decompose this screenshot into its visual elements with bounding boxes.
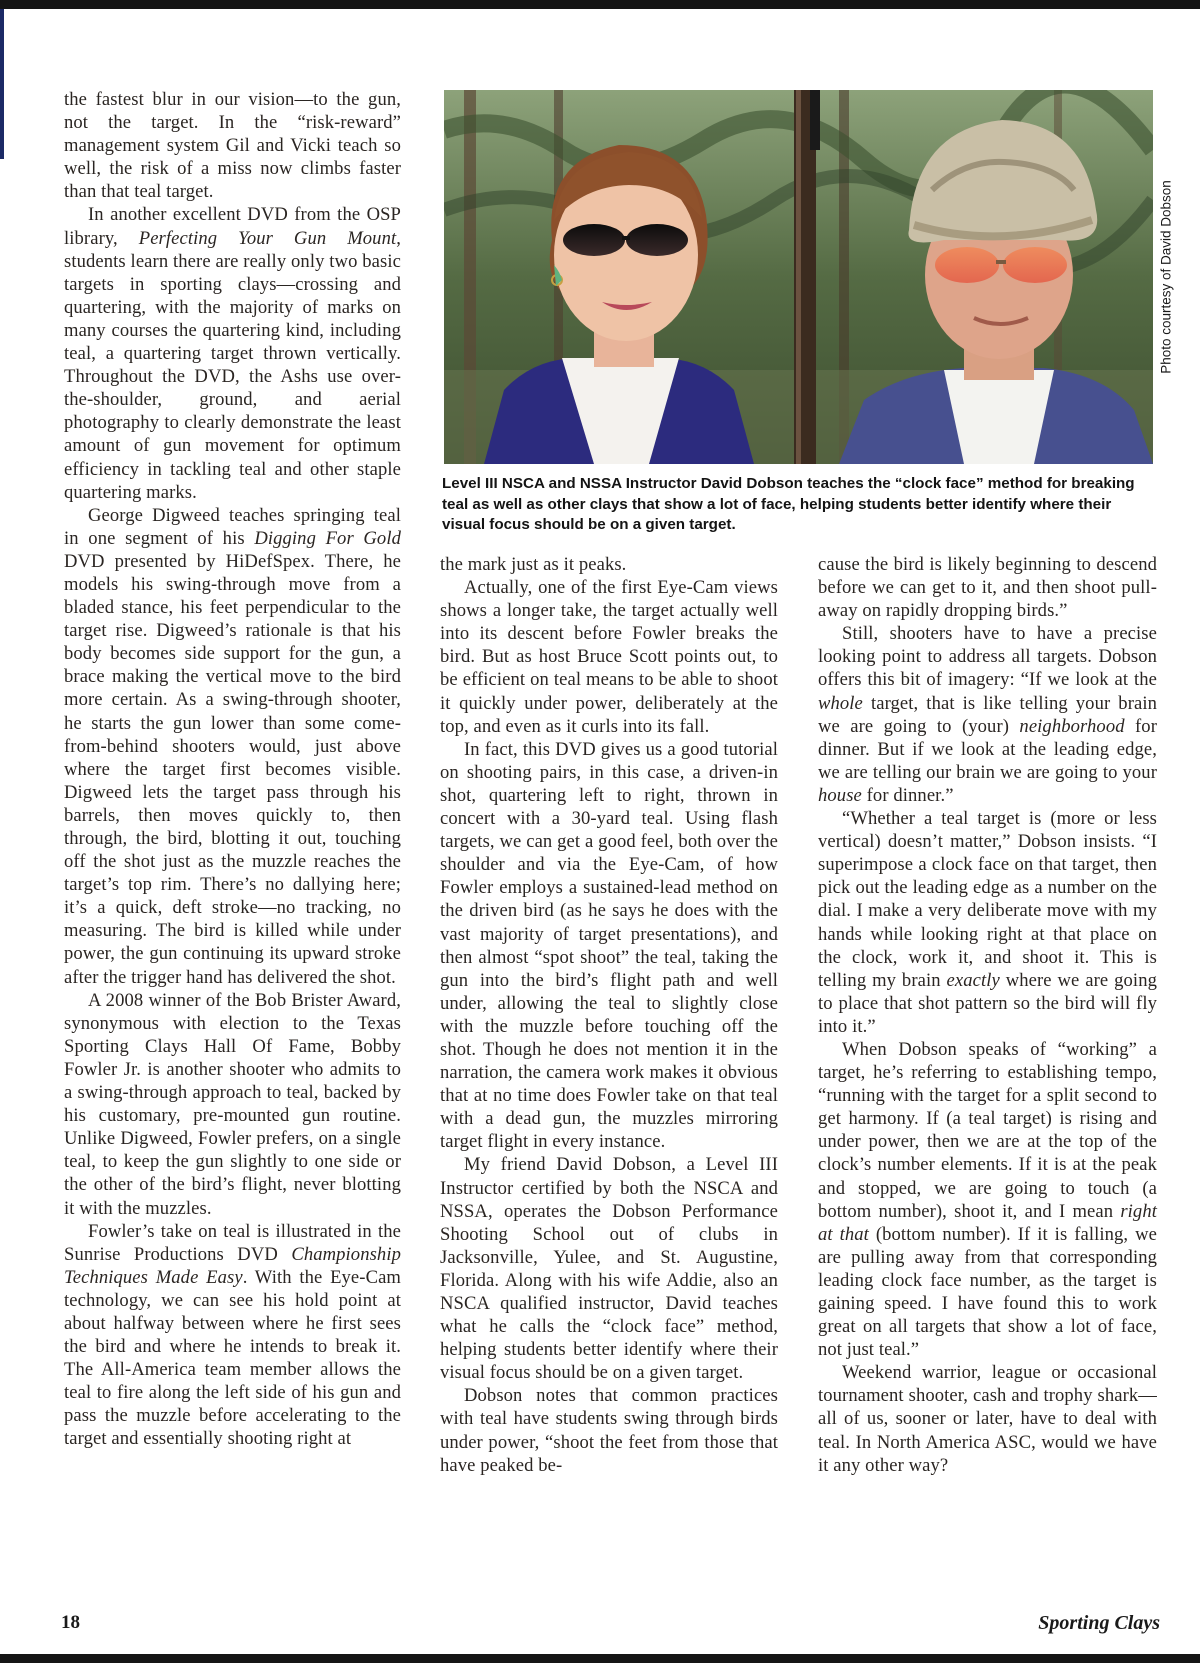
paragraph bbox=[818, 807, 1157, 1038]
text-run: Actually, one of the first Eye-Cam views shows a longer take, the target actually well into its descent before Fowler breaks the bird. But as host Bruce Scott points out, to be efficient on teal means to be able to shoot it quickly under power, deliberately at the top, and even as it curls into its fall. bbox=[440, 577, 778, 737]
paragraph bbox=[440, 1153, 778, 1384]
text-run: When Dobson speaks of “working” a target, he’s referring to establishing tempo, “running with the target for a split second to get harmony. If (a teal target) is rising and under power, then we are at the top of the clock’s number elements. If it is at the peak and stopped, we are going to touch (a bottom number), shoot it, and I mean bbox=[818, 1038, 1157, 1222]
paragraph bbox=[818, 622, 1157, 807]
italic-title: exactly bbox=[946, 969, 1000, 991]
text-run: In another excellent DVD from the OSP library, bbox=[64, 204, 401, 249]
italic-title: neighborhood bbox=[1019, 715, 1125, 737]
text-run: My friend David Dobson, a Level III Instructor certified by both the NSCA and NSSA, operates the Dobson Performance Shooting School out of clubs in Jacksonville, Yulee, and St. Augustine, Florida. Along with his wife Addie, also an NSCA qualified instructor, David teaches what he calls the “clock face” method, helping students better identify where their visual focus should be on a given target. bbox=[440, 1154, 778, 1384]
photo-caption: Level III NSCA and NSSA Instructor David Dobson teaches the “clock face” method for breaking teal as well as other clays that show a lot of face, helping students better identify where their visual focus should be on a given target. bbox=[442, 475, 1135, 534]
paragraph bbox=[818, 553, 1157, 622]
italic-title: Perfecting Your Gun Mount bbox=[138, 227, 397, 249]
italic-title: Championship Techniques Made Easy bbox=[64, 1243, 401, 1288]
text-run: the fastest blur in our vision—to the gun, not the target. In the “risk-reward” management system Gil and Vicki teach so well, the risk of a miss now climbs faster than that teal target. bbox=[64, 89, 401, 203]
text-run: target, that is like telling your brain we are going to (your) bbox=[818, 692, 1157, 737]
paragraph bbox=[64, 88, 401, 203]
text-run: , students learn there are really only two basic targets in sporting clays—crossing and quartering, with the majority of marks on many courses the quartering kind, including teal, a quartering target thrown vertically. Throughout the DVD, the Ashs use over-the-shoulder, ground, and aerial photography to clearly demonstrate the least amount of gun movement for optimum efficiency in tackling teal and other staple quartering marks. bbox=[64, 227, 401, 503]
dobson-photo-illustration bbox=[444, 90, 1153, 464]
text-run: George Digweed teaches springing teal in one segment of his bbox=[64, 504, 401, 549]
page-number: 18 bbox=[61, 1612, 80, 1633]
italic-title: Digging For Gold bbox=[254, 527, 401, 549]
paragraph bbox=[818, 1038, 1157, 1361]
paragraph bbox=[64, 1220, 401, 1451]
article-column-1 bbox=[64, 88, 401, 1451]
italic-title: house bbox=[818, 784, 862, 806]
paragraph bbox=[440, 1384, 778, 1476]
text-run: Fowler’s take on teal is illustrated in the Sunrise Productions DVD bbox=[64, 1220, 401, 1265]
text-run: for dinner.” bbox=[861, 784, 954, 806]
paragraph bbox=[64, 504, 401, 989]
text-run: cause the bird is likely beginning to descend before we can get to it, and then shoot pull-away on rapidly dropping birds.” bbox=[818, 554, 1157, 622]
text-run: Dobson notes that common practices with teal have students swing through birds under power, “shoot the feet from those that have peaked be- bbox=[440, 1385, 778, 1476]
paragraph bbox=[64, 989, 401, 1220]
dobson-photo bbox=[444, 90, 1153, 464]
text-run: for dinner. But if we look at the leading edge, we are telling our brain we are going to your bbox=[818, 715, 1157, 783]
text-run: DVD presented by HiDefSpex. There, he models his swing-through move from a bladed stance, his feet perpendicular to the target rise. Digweed’s rationale is that his body becomes side support for the gun, a brace making the vertical move to the bird more certain. As a swing-through shooter, he starts the gun lower than some come-from-behind shooters would, just above where the target first becomes visible. Digweed lets the target pass through his barrels, then moves quickly to, then through, the bird, blotting it out, touching off the shot just as the muzzle reaches the target’s top rim. There’s no dallying here; it’s a quick, deft stroke—no tracking, no measuring. The bird is killed while under power, the gun continuing its upward stroke after the trigger hand has delivered the shot. bbox=[64, 550, 401, 988]
photo-credit: Photo courtesy of David Dobson bbox=[1158, 180, 1174, 374]
text-run: Still, shooters have to have a precise looking point to address all targets. Dobson offers this bit of imagery: “If we look at the bbox=[818, 623, 1157, 691]
paragraph bbox=[440, 576, 778, 738]
text-run: where we are going to place that shot pattern so the bird will fly into it.” bbox=[818, 969, 1157, 1037]
article-column-3 bbox=[818, 553, 1157, 1477]
scan-border-top bbox=[0, 0, 1200, 9]
text-run: “Whether a teal target is (more or less vertical) doesn’t matter,” Dobson insists. “I superimpose a clock face on that target, then pick out the leading edge as a number on the dial. I make a very deliberate move with my hands while looking right at that place on the clock, work it, and shoot it. This is telling my brain bbox=[818, 808, 1157, 991]
paragraph bbox=[440, 738, 778, 1154]
italic-title: whole bbox=[818, 692, 863, 714]
text-run: the mark just as it peaks. bbox=[440, 554, 627, 575]
text-run: (bottom number). If it is falling, we are pulling away from that corresponding leading clock face number, as the target is gaining speed. I have found this to work great on all targets that show a lot of face, not just teal.” bbox=[818, 1223, 1157, 1361]
paragraph bbox=[440, 553, 778, 576]
paragraph bbox=[64, 203, 401, 503]
article-column-2 bbox=[440, 553, 778, 1477]
text-run: Weekend warrior, league or occasional tournament shooter, cash and trophy shark—all of us, sooner or later, have to deal with teal. In North America ASC, would we have it any other way? bbox=[818, 1362, 1157, 1476]
text-run: A 2008 winner of the Bob Brister Award, synonymous with election to the Texas Sporting Clays Hall Of Fame, Bobby Fowler Jr. is another shooter who admits to a swing-through approach to teal, backed by his customary, pre-mounted gun routine. Unlike Digweed, Fowler prefers, on a single teal, to keep the gun slightly to one side or the other of the bird’s flight, never blotting it with the muzzles. bbox=[64, 989, 401, 1219]
paragraph bbox=[818, 1361, 1157, 1476]
text-run: In fact, this DVD gives us a good tutorial on shooting pairs, in this case, a driven-in shot, quartering left to right, thrown in concert with a 30-yard teal. Using flash targets, we can get a good feel, both over the shoulder and via the Eye-Cam, of how Fowler employs a sustained-lead method on the driven bird (as he says he does with the vast majority of target presentations), and then almost “spot shoot” the teal, taking the gun into the bird’s flight path and well under, allowing the teal to slightly close with the muzzle before touching off the shot. Though he does not mention it in the narration, the camera work makes it obvious that at no time does Fowler take on that teal with a dead gun, the muzzles mirroring target flight in every instance. bbox=[440, 738, 778, 1153]
magazine-name: Sporting Clays bbox=[1038, 1612, 1160, 1634]
text-run: . With the Eye-Cam technology, we can see his hold point at about halfway between where he first sees the bird and where he intends to break it. The All-America team member allows the teal to fire along the left side of his gun and pass the muzzle before accelerating to the target and essentially shooting right at bbox=[64, 1266, 401, 1450]
scan-border-bottom bbox=[0, 1654, 1200, 1663]
scan-edge-mark bbox=[0, 9, 4, 159]
italic-title: right at that bbox=[818, 1200, 1157, 1245]
